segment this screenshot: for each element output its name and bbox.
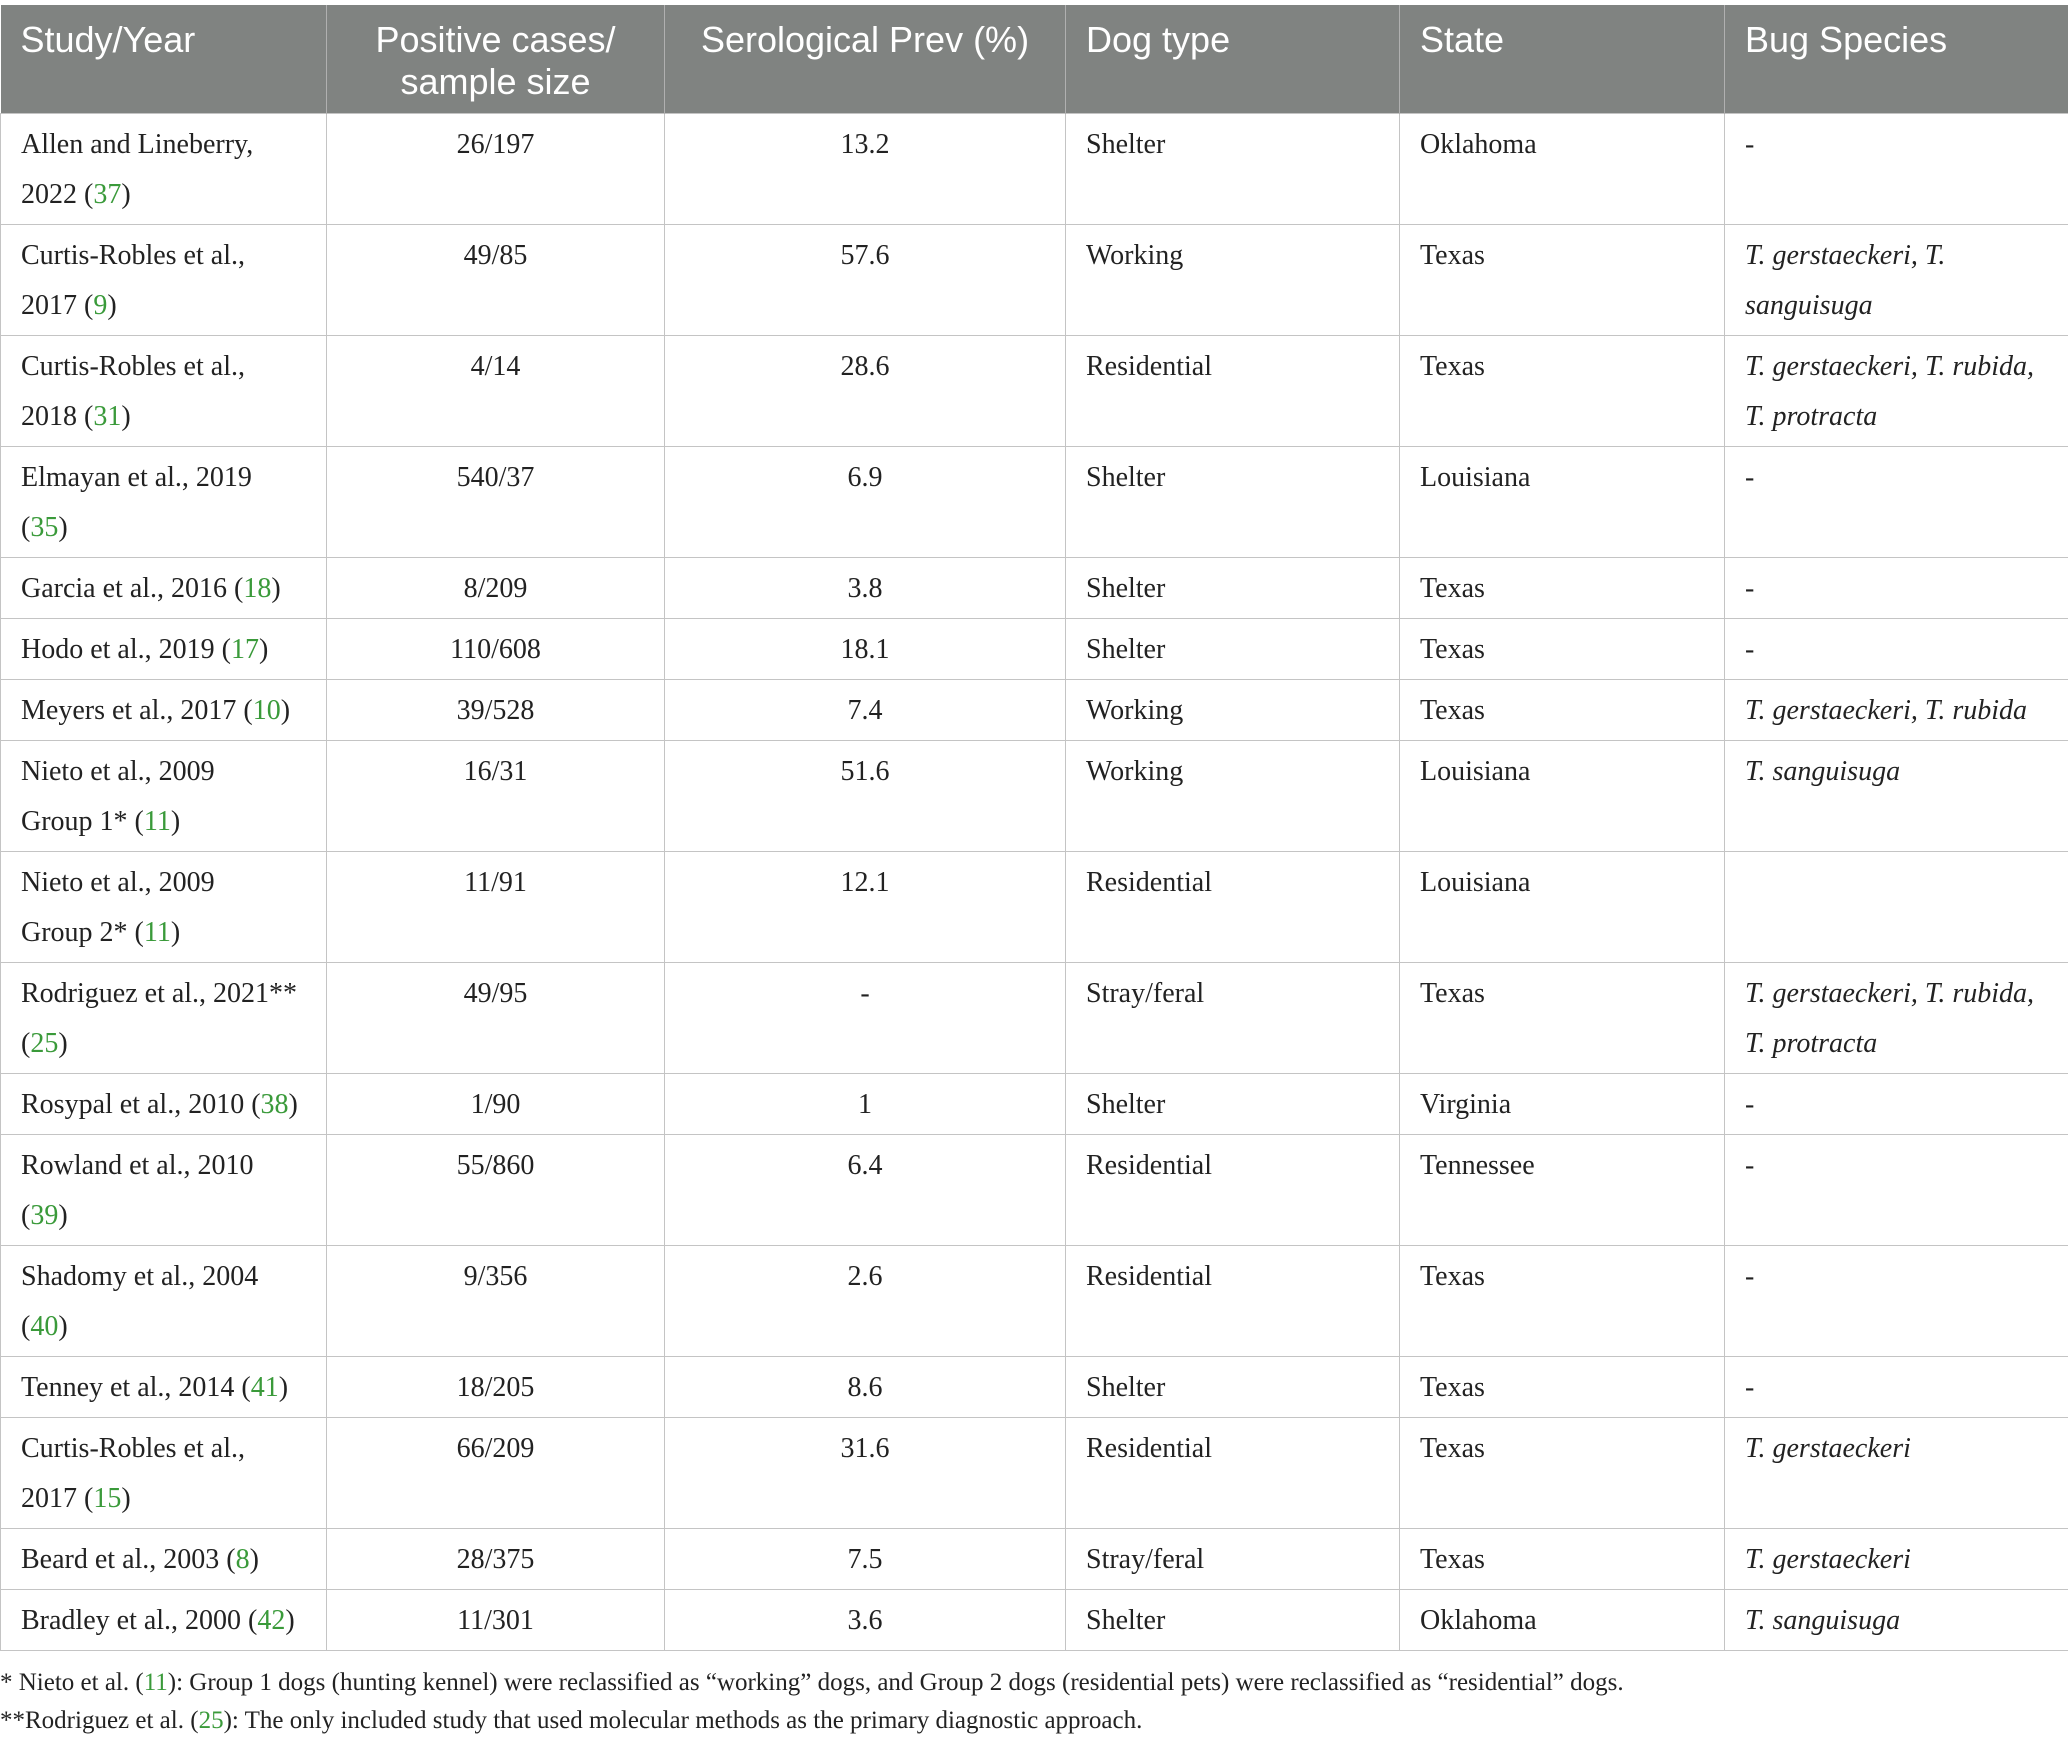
cell-cases: 55/860 [327, 1135, 665, 1246]
citation-link[interactable]: 9 [93, 290, 108, 321]
cell-cases: 16/31 [327, 741, 665, 852]
cell-state: Oklahoma [1400, 114, 1725, 225]
cell-cases: 39/528 [327, 680, 665, 741]
cell-state: Oklahoma [1400, 1590, 1725, 1651]
cell-cases: 28/375 [327, 1529, 665, 1590]
cell-dog-type: Working [1066, 680, 1400, 741]
table-row [1, 1529, 2068, 1590]
cell-dog-type: Shelter [1066, 1590, 1400, 1651]
cell-prevalence: 12.1 [665, 852, 1066, 963]
table-row [1, 619, 2068, 680]
table-row [1, 336, 2068, 447]
cell-study: Curtis-Robles et al., 2017 (15) [1, 1418, 327, 1529]
cell-prevalence: 7.4 [665, 680, 1066, 741]
citation-link[interactable]: 42 [257, 1605, 286, 1636]
cell-bug-species: - [1725, 1135, 2068, 1246]
cell-study: Allen and Lineberry, 2022 (37) [1, 114, 327, 225]
cell-bug-species: T. sanguisuga [1725, 1590, 2068, 1651]
cell-study: Rosypal et al., 2010 (38) [1, 1074, 327, 1135]
cell-cases: 8/209 [327, 558, 665, 619]
cell-bug-species: T. gerstaeckeri, T. rubida [1725, 680, 2068, 741]
cell-study: Elmayan et al., 2019 (35) [1, 447, 327, 558]
footnote-1: * Nieto et al. (11): Group 1 dogs (hunting kennel) were reclassified as “working” dogs, and Group 2 dogs (residential pets) were reclassified as “residential” dogs. [0, 1669, 1624, 1696]
cell-prevalence: 51.6 [665, 741, 1066, 852]
citation-link[interactable]: 11 [143, 1669, 168, 1696]
table-row [1, 680, 2068, 741]
cell-study: Curtis-Robles et al., 2018 (31) [1, 336, 327, 447]
table-row [1, 852, 2068, 963]
footnotes [0, 1664, 2068, 1740]
cell-study: Shadomy et al., 2004 (40) [1, 1246, 327, 1357]
cell-prevalence: 6.4 [665, 1135, 1066, 1246]
header-dog-type: Dog type [1066, 5, 1400, 114]
header-bug-species: Bug Species [1725, 5, 2068, 114]
cell-dog-type: Shelter [1066, 1357, 1400, 1418]
cell-dog-type: Shelter [1066, 447, 1400, 558]
table-row [1, 1357, 2068, 1418]
cell-bug-species: T. gerstaeckeri, T. sanguisuga [1725, 225, 2068, 336]
cell-state: Texas [1400, 558, 1725, 619]
citation-link[interactable]: 25 [198, 1707, 224, 1734]
cell-prevalence: 3.6 [665, 1590, 1066, 1651]
cell-state: Tennessee [1400, 1135, 1725, 1246]
cell-cases: 4/14 [327, 336, 665, 447]
cell-cases: 18/205 [327, 1357, 665, 1418]
citation-link[interactable]: 39 [30, 1200, 59, 1231]
cell-bug-species: - [1725, 1357, 2068, 1418]
table-row [1, 1074, 2068, 1135]
cell-dog-type: Stray/feral [1066, 1529, 1400, 1590]
header-row [1, 5, 2068, 114]
cell-study: Curtis-Robles et al., 2017 (9) [1, 225, 327, 336]
cell-study: Nieto et al., 2009 Group 2* (11) [1, 852, 327, 963]
citation-link[interactable]: 35 [30, 512, 59, 543]
cell-state: Texas [1400, 619, 1725, 680]
cell-dog-type: Stray/feral [1066, 963, 1400, 1074]
cell-bug-species: T. gerstaeckeri [1725, 1529, 2068, 1590]
cell-bug-species: T. gerstaeckeri [1725, 1418, 2068, 1529]
citation-link[interactable]: 41 [250, 1372, 279, 1403]
cell-dog-type: Shelter [1066, 619, 1400, 680]
cell-prevalence: 8.6 [665, 1357, 1066, 1418]
cell-cases: 1/90 [327, 1074, 665, 1135]
cell-dog-type: Residential [1066, 336, 1400, 447]
cell-bug-species: - [1725, 558, 2068, 619]
cell-prevalence: 57.6 [665, 225, 1066, 336]
cell-study: Nieto et al., 2009 Group 1* (11) [1, 741, 327, 852]
cell-bug-species: - [1725, 447, 2068, 558]
cell-state: Virginia [1400, 1074, 1725, 1135]
citation-link[interactable]: 38 [260, 1089, 289, 1120]
table-container [0, 5, 2068, 1651]
cell-bug-species: - [1725, 1246, 2068, 1357]
cell-state: Texas [1400, 1246, 1725, 1357]
cell-bug-species: - [1725, 1074, 2068, 1135]
cell-cases: 9/356 [327, 1246, 665, 1357]
cell-study: Beard et al., 2003 (8) [1, 1529, 327, 1590]
cell-dog-type: Shelter [1066, 558, 1400, 619]
cell-prevalence: - [665, 963, 1066, 1074]
cell-cases: 11/301 [327, 1590, 665, 1651]
cell-study: Garcia et al., 2016 (18) [1, 558, 327, 619]
cell-prevalence: 31.6 [665, 1418, 1066, 1529]
cell-prevalence: 18.1 [665, 619, 1066, 680]
table-row [1, 1246, 2068, 1357]
citation-link[interactable]: 17 [230, 634, 259, 665]
cell-cases: 110/608 [327, 619, 665, 680]
table-body [1, 114, 2068, 1651]
cell-dog-type: Shelter [1066, 114, 1400, 225]
cell-cases: 49/85 [327, 225, 665, 336]
cell-prevalence: 13.2 [665, 114, 1066, 225]
table-row [1, 741, 2068, 852]
cell-bug-species: - [1725, 619, 2068, 680]
citation-link[interactable]: 25 [30, 1028, 59, 1059]
table-row [1, 558, 2068, 619]
cell-dog-type: Residential [1066, 852, 1400, 963]
cell-dog-type: Residential [1066, 1135, 1400, 1246]
cell-prevalence: 2.6 [665, 1246, 1066, 1357]
citation-link[interactable]: 8 [235, 1544, 250, 1575]
header-positive-cases: Positive cases/ sample size [327, 5, 665, 114]
citation-link[interactable]: 15 [93, 1483, 122, 1514]
cell-bug-species: T. gerstaeckeri, T. rubida, T. protracta [1725, 963, 2068, 1074]
cell-state: Texas [1400, 336, 1725, 447]
citation-link[interactable]: 18 [243, 573, 272, 604]
table-row [1, 1135, 2068, 1246]
cell-dog-type: Working [1066, 225, 1400, 336]
cell-cases: 540/37 [327, 447, 665, 558]
cell-bug-species [1725, 852, 2068, 963]
cell-state: Louisiana [1400, 741, 1725, 852]
cell-state: Texas [1400, 225, 1725, 336]
cell-cases: 66/209 [327, 1418, 665, 1529]
footnote-2: **Rodriguez et al. (25): The only included study that used molecular methods as the primary diagnostic approach. [0, 1707, 1143, 1734]
cell-cases: 26/197 [327, 114, 665, 225]
cell-prevalence: 6.9 [665, 447, 1066, 558]
cell-state: Louisiana [1400, 852, 1725, 963]
citation-link[interactable]: 31 [93, 401, 122, 432]
table-row [1, 1418, 2068, 1529]
cell-study: Rodriguez et al., 2021** (25) [1, 963, 327, 1074]
prevalence-table [0, 5, 2068, 1651]
cell-dog-type: Residential [1066, 1246, 1400, 1357]
table-row [1, 963, 2068, 1074]
cell-study: Rowland et al., 2010 (39) [1, 1135, 327, 1246]
cell-prevalence: 7.5 [665, 1529, 1066, 1590]
cell-bug-species: T. sanguisuga [1725, 741, 2068, 852]
cell-state: Texas [1400, 1529, 1725, 1590]
table-row [1, 1590, 2068, 1651]
cell-bug-species: T. gerstaeckeri, T. rubida, T. protracta [1725, 336, 2068, 447]
citation-link[interactable]: 10 [252, 695, 281, 726]
cell-cases: 49/95 [327, 963, 665, 1074]
citation-link[interactable]: 11 [143, 806, 171, 837]
cell-state: Texas [1400, 963, 1725, 1074]
header-serological-prev: Serological Prev (%) [665, 5, 1066, 114]
header-state: State [1400, 5, 1725, 114]
cell-state: Texas [1400, 680, 1725, 741]
table-row [1, 447, 2068, 558]
table-row [1, 225, 2068, 336]
citation-link[interactable]: 40 [30, 1311, 59, 1342]
cell-prevalence: 28.6 [665, 336, 1066, 447]
cell-state: Texas [1400, 1418, 1725, 1529]
cell-bug-species: - [1725, 114, 2068, 225]
cell-state: Louisiana [1400, 447, 1725, 558]
cell-study: Meyers et al., 2017 (10) [1, 680, 327, 741]
cell-prevalence: 3.8 [665, 558, 1066, 619]
cell-study: Tenney et al., 2014 (41) [1, 1357, 327, 1418]
cell-dog-type: Working [1066, 741, 1400, 852]
cell-prevalence: 1 [665, 1074, 1066, 1135]
cell-state: Texas [1400, 1357, 1725, 1418]
table-row [1, 114, 2068, 225]
cell-cases: 11/91 [327, 852, 665, 963]
citation-link[interactable]: 37 [93, 179, 122, 210]
cell-study: Bradley et al., 2000 (42) [1, 1590, 327, 1651]
citation-link[interactable]: 11 [143, 917, 171, 948]
cell-study: Hodo et al., 2019 (17) [1, 619, 327, 680]
cell-dog-type: Shelter [1066, 1074, 1400, 1135]
cell-dog-type: Residential [1066, 1418, 1400, 1529]
header-study-year: Study/Year [1, 5, 327, 114]
